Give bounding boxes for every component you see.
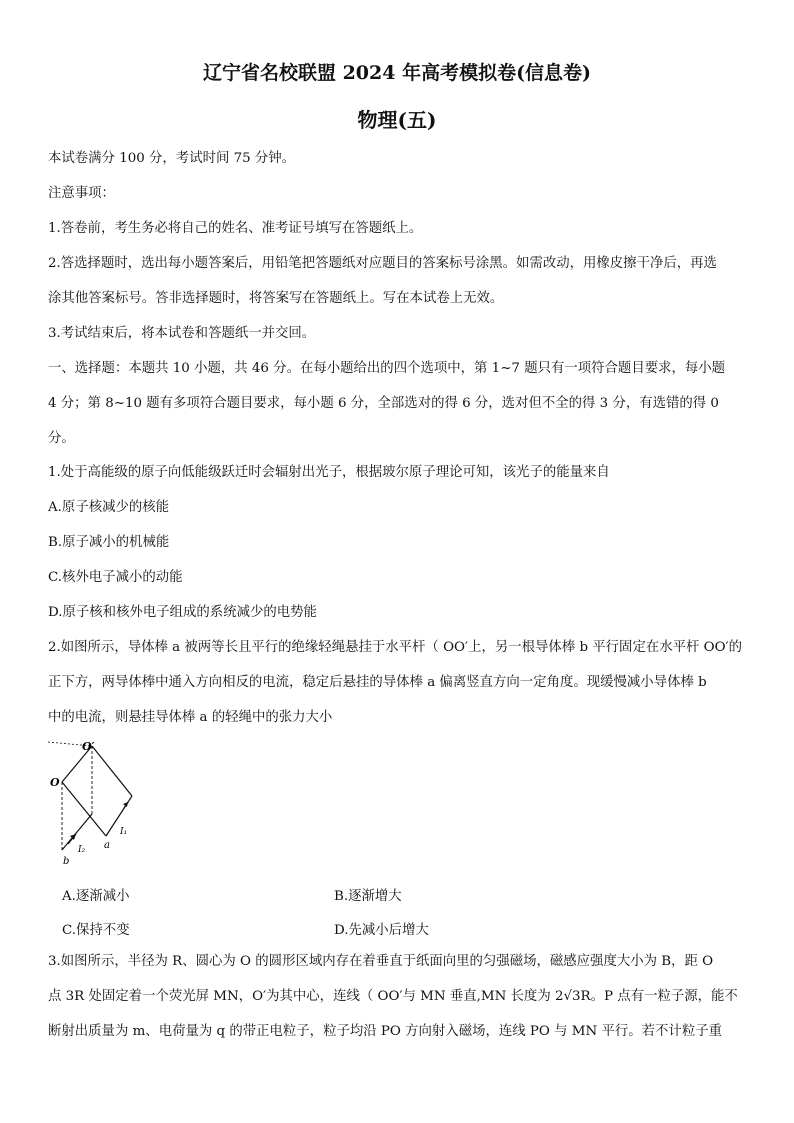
exam-title: 辽宁省名校联盟 2024 年高考模拟卷(信息卷) [202,62,592,84]
q1-option-a: A.原子核减少的核能 [48,500,170,515]
notice-item: 涂其他答案标号。答非选择题时，将答案写在答题纸上。写在本试卷上无效。 [48,291,504,306]
q1-option-d: D.原子核和核外电子组成的系统减少的电势能 [48,605,317,620]
q2-stem: 正下方，两导体棒中通入方向相反的电流，稳定后悬挂的导体棒 a 偏离竖直方向一定角度。现缓慢减小导体棒 b [48,675,707,690]
q2-option-d: D.先减小后增大 [334,923,429,938]
q1-stem: 1.处于高能级的原子向低能级跃迁时会辐射出光子，根据玻尔原子理论可知，该光子的能量来自 [48,465,610,480]
string-left [62,782,106,836]
label-i1: I₁ [120,827,128,837]
subject-title: 物理(五) [357,108,437,132]
string-right [92,746,132,796]
notice-item: 3.考试结束后，将本试卷和答题纸一并交回。 [48,326,316,341]
q2-figure [44,738,154,870]
section-instructions: 4 分；第 8~10 题有多项符合题目要求，每小题 6 分，全部选对的得 6 分，选对但不全的得 3 分，有选错的得 0 [48,396,719,411]
q1-option-b: B.原子减小的机械能 [48,535,170,550]
notice-item: 2.答选择题时，选出每小题答案后，用铅笔把答题纸对应题目的答案标号涂黑。如需改动，用橡皮擦干净后，再选 [48,256,717,271]
notice-item: 1.答卷前，考生务必将自己的姓名、准考证号填写在答题纸上。 [48,221,423,236]
q1-option-c: C.核外电子减小的动能 [48,570,183,585]
q2-option-b: B.逐渐增大 [334,889,402,904]
rod-b [62,814,92,850]
q3-stem: 断射出质量为 m、电荷量为 q 的带正电粒子，粒子均沿 PO 方向射入磁场，连线 PO 与 MN 平行。若不计粒子重 [48,1024,722,1039]
section-instructions: 一、选择题：本题共 10 小题，共 46 分。在每小题给出的四个选项中，第 1~7 题只有一项符合题目要求，每小题 [48,361,726,376]
q2-option-c: C.保持不变 [62,923,130,938]
rod-a [106,796,132,836]
section-instructions: 分。 [48,431,75,446]
label-i2: I₂ [78,845,86,855]
q2-option-a: A.逐渐减小 [62,889,130,904]
label-o: O [50,776,60,789]
notice-heading: 注意事项： [48,186,115,201]
label-o-prime: O′ [82,740,95,753]
q3-stem: 点 3R 处固定着一个荧光屏 MN，O′为其中心，连线（ OO′与 MN 垂直,MN 长度为 2√3R。P 点有一粒子源，能不 [48,989,738,1004]
q3-stem: 3.如图所示，半径为 R、圆心为 O 的圆形区域内存在着垂直于纸面向里的匀强磁场，磁感应强度大小为 B，距 O [48,954,714,969]
exam-info: 本试卷满分 100 分，考试时间 75 分钟。 [48,151,296,166]
q2-stem: 中的电流，则悬挂导体棒 a 的轻绳中的张力大小 [48,710,333,725]
label-b: b [63,856,70,867]
label-a: a [104,840,110,851]
q2-stem: 2.如图所示，导体棒 a 被两等长且平行的绝缘轻绳悬挂于水平杆（ OO′上，另一根导体棒 b 平行固定在水平杆 OO′的 [48,640,743,655]
